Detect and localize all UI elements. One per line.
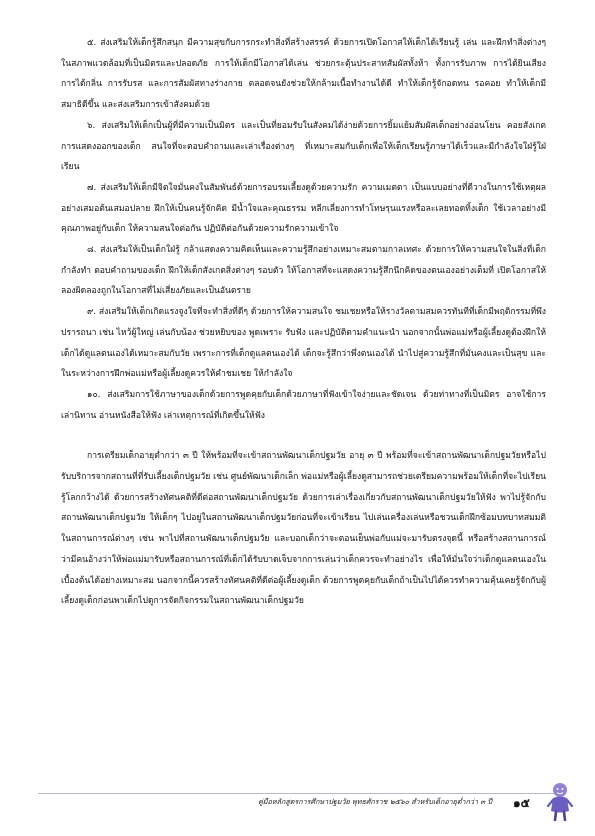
document-body bbox=[61, 33, 546, 612]
child-mascot-icon bbox=[547, 781, 573, 821]
paragraph-item-6: ๖. ส่งเสริมให้เด็กเป็นผู้ที่มีความเป็นมิตร และเป็นที่ยอมรับในสังคมได้ง่ายด้วยการยิ้มแย้มสัมผัสเด็กอย่างอ่อนโยน คอยสังเกตการแสดงออกของเด็ก สนใจที่จะตอบคำถามและเล่าเรื่องต่างๆ ที่เหมาะสมกับเด็กเพื่อให้เด็กเรียนรู้ภาษาได้เร็วและมีกำลังใจใฝ่รู้ใฝ่เรียน bbox=[61, 120, 546, 173]
page-number: ๑๕ bbox=[513, 796, 530, 810]
paragraph-item-10: ๑๐. ส่งเสริมการใช้ภาษาของเด็กด้วยการพูดคุยกับเด็กด้วยภาษาที่ฟังเข้าใจง่ายและชัดเจน ด้วยท่าทางที่เป็นมิตร อาจใช้การเล่านิทาน อ่านหนังสือให้ฟัง เล่าเหตุการณ์ที่เกิดขึ้นให้ฟัง bbox=[61, 389, 546, 421]
paragraph-item-9: ๙. ส่งเสริมให้เด็กเกิดแรงจูงใจที่จะทำสิ่งที่ดีๆ ด้วยการให้ความสนใจ ชมเชยหรือให้รางวัลตามสมควรทันทีที่เด็กมีพฤติกรรมที่พึงปรารถนา เช่น ไหว้ผู้ใหญ่ เล่นกับน้อง ช่วยหยิบของ พูดเพราะ รับฟัง และปฏิบัติตามคำแนะนำ นอกจากนั้นพ่อแม่หรือผู้เลี้ยงดูต้องฝึกให้เด็กได้ดูแลตนเองได้เหมาะสมกับวัย เพราะการที่เด็กดูแลตนเองได้ เด็กจะรู้สึกว่าพึ่งตนเองได้ นำไปสู่ความรู้สึกที่มั่นคงและเป็นสุข และในระหว่างการฝึกพ่อแม่หรือผู้เลี้ยงดูควรให้คำชมเชย ให้กำลังใจ bbox=[61, 307, 546, 380]
footer-caption: คู่มือหลักสูตรการศึกษาปฐมวัย พุทธศักราช ๒๕๖๐ สำหรับเด็กอายุต่ำกว่า ๓ ปี bbox=[258, 797, 493, 806]
footer-divider bbox=[38, 793, 565, 794]
page-footer bbox=[0, 768, 595, 836]
paragraph-item-5: ๕. ส่งเสริมให้เด็กรู้สึกสนุก มีความสุขกับการกระทำสิ่งที่สร้างสรรค์ ด้วยการเปิดโอกาสให้เด็กได้เรียนรู้ เล่น และฝึกทำสิ่งต่างๆ ในสภาพแวดล้อมที่เป็นมิตรและปลอดภัย การให้เด็กมีโอกาสได้เล่น ช่วยกระตุ้นประสาทสัมผัสทั้งห้า ทั้งการรับภาพ การได้ยินเสียง การได้กลิ่น การรับรส และการสัมผัสทางร่างกาย ตลอดจนยังช่วยให้กล้ามเนื้อทำงานได้ดี ทำให้เด็กรู้จักอดทน รอคอย ทำให้เด็กมีสมาธิดีขึ้น และส่งเสริมการเข้าสังคมด้วย bbox=[61, 38, 546, 111]
paragraph-item-8: ๘. ส่งเสริมให้เป็นเด็กใฝ่รู้ กล้าแสดงความคิดเห็นและความรู้สึกอย่างเหมาะสมตามกาลเทศะ ด้วยการให้ความสนใจในสิ่งที่เด็กกำลังทำ ตอบคำถามของเด็ก ฝึกให้เด็กสังเกตสิ่งต่างๆ รอบตัว ให้โอกาสที่จะแสดงความรู้สึกนึกคิดของตนเองอย่างเต็มที่ เปิดโอกาสให้ลองผิดลองถูกในโอกาสที่ไม่เสี่ยงภัยและเป็นอันตราย bbox=[61, 245, 546, 297]
paragraph-preparation: การเตรียมเด็กอายุต่ำกว่า ๓ ปี ให้พร้อมที่จะเข้าสถานพัฒนาเด็กปฐมวัย อายุ ๓ ปี พร้อมที่จะเข้าสถานพัฒนาเด็กปฐมวัยหรือไปรับบริการจากสถานที่ที่รับเลี้ยงเด็กปฐมวัย เช่น ศูนย์พัฒนาเด็กเล็ก พ่อแม่หรือผู้เลี้ยงดูสามารถช่วยเตรียมความพร้อมให้เด็กที่จะไปเรียนรู้โลกกว้างได้ ด้วยการสร้างทัศนคติที่ดีต่อสถานพัฒนาเด็กปฐมวัย ด้วยการเล่าเรื่องเกี่ยวกับสถานพัฒนาเด็กปฐมวัยให้ฟัง พาไปรู้จักกับสถานพัฒนาเด็กปฐมวัย ให้เด็กๆ ไปอยู่ในสถานพัฒนาเด็กปฐมวัยก่อนที่จะเข้าเรียน ไปเล่นเครื่องเล่นหรือชวนเด็กฝึกซ้อมบทบาทสมมติในสถานการณ์ต่างๆ เช่น พาไปที่สถานพัฒนาเด็กปฐมวัย และบอกเด็กว่าจะตอนเย็นพ่อกับแม่จะมารับตรงจุดนี้ หรือสร้างสถานการณ์ว่ามีคนอ้างว่าให้พ่อแม่มารับหรือสถานการณ์ที่เด็กได้รับบาดเจ็บจากการเล่นว่าเด็กควรจะทำอย่างไร เพื่อให้มั่นใจว่าเด็กดูแลตนเองในเบื้องต้นได้อย่างเหมาะสม นอกจากนี้ควรสร้างทัศนคติที่ดีต่อผู้เลี้ยงดูเด็ก ด้วยการพูดคุยกับเด็กถ้าเป็นไปได้ควรทำความคุ้นเคยรู้จักกับผู้เลี้ยงดูเด็กก่อนพาเด็กไปดูการจัดกิจกรรมในสถานพัฒนาเด็กปฐมวัย bbox=[61, 451, 546, 607]
paragraph-item-7: ๗. ส่งเสริมให้เด็กมีจิตใจมั่นคงในสัมพันธ์ด้วยการอบรมเลี้ยงดูด้วยความรัก ความเมตตา เป็นแบบอย่างที่ดีวางในการใช้เหตุผลอย่างเสมอต้นเสมอปลาย ฝึกให้เป็นคนรู้จักคิด มีน้ำใจและคุณธรรม หลีกเลี่ยงการทำโทษรุนแรงหรือละเลยทอดทิ้งเด็ก ใช้เวลาอย่างมีคุณภาพอยู่กับเด็ก ให้ความสนใจต่อกัน ปฏิบัติต่อกันด้วยความรักความเข้าใจ bbox=[61, 182, 546, 235]
paragraph-spacer bbox=[61, 426, 546, 446]
